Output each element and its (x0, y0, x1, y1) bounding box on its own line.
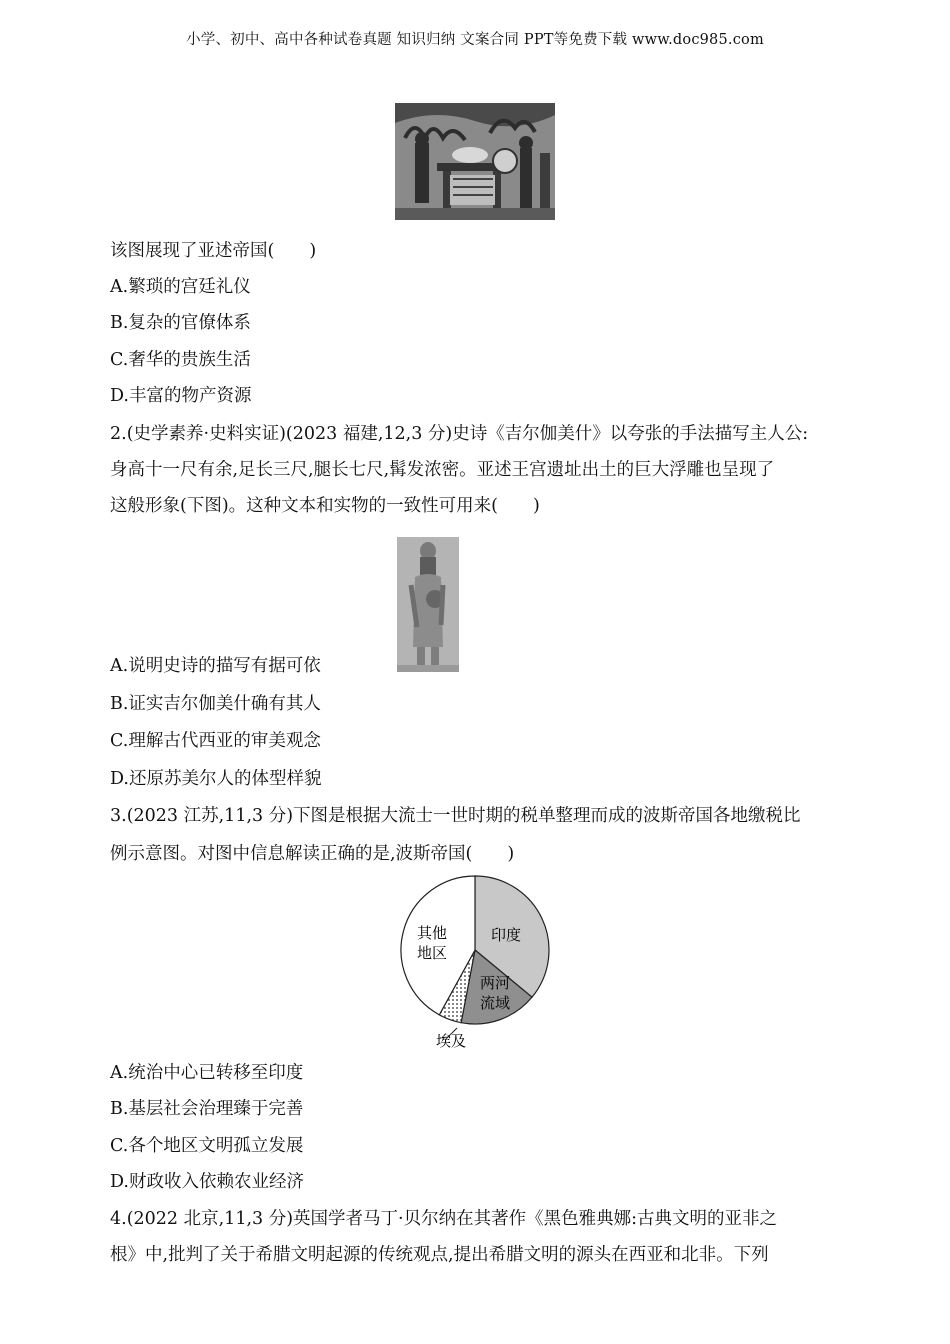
q2-option-b: B.证实吉尔伽美什确有其人 (110, 694, 321, 714)
q2-line-1: 2.(史学素养·史料实证)(2023 福建,12,3 分)史诗《吉尔伽美什》以夸张的手法描写主人公: (110, 424, 809, 444)
q1-option-a: A.繁琐的宫廷礼仪 (110, 277, 251, 297)
q1-stem: 该图展现了亚述帝国( ) (110, 241, 317, 261)
q2-option-d: D.还原苏美尔人的体型样貌 (110, 769, 322, 789)
q4-line-1: 4.(2022 北京,11,3 分)英国学者马丁·贝尔纳在其著作《黑色雅典娜:古典文明的亚非之 (110, 1209, 777, 1229)
pie-label-other-2: 地区 (416, 944, 448, 962)
q3-option-b: B.基层社会治理臻于完善 (110, 1099, 304, 1119)
q3-option-d: D.财政收入依赖农业经济 (110, 1172, 304, 1192)
pie-label-egypt: 埃及 (435, 1032, 467, 1050)
q4-line-2: 根》中,批判了关于希腊文明起源的传统观点,提出希腊文明的源头在西亚和北非。下列 (110, 1245, 769, 1265)
q2-option-c: C.理解古代西亚的审美观念 (110, 731, 321, 751)
assyrian-banquet-relief-image (395, 103, 555, 220)
q3-line-1: 3.(2023 江苏,11,3 分)下图是根据大流士一世时期的税单整理而成的波斯帝国各地缴税比 (110, 806, 801, 826)
tax-pie-chart (395, 870, 560, 1055)
gilgamesh-relief-image (397, 537, 459, 672)
q3-option-a: A.统治中心已转移至印度 (110, 1063, 304, 1083)
pie-label-other-1: 其他 (416, 924, 448, 942)
page-header: 小学、初中、高中各种试卷真题 知识归纳 文案合同 PPT等免费下载 www.doc985.com (186, 32, 764, 48)
q2-line-3: 这般形象(下图)。这种文本和实物的一致性可用来( ) (110, 496, 540, 516)
q2-line-2: 身高十一尺有余,足长三尺,腿长七尺,髯发浓密。亚述王宫遗址出土的巨大浮雕也呈现了 (110, 460, 775, 480)
q3-line-2: 例示意图。对图中信息解读正确的是,波斯帝国( ) (110, 844, 515, 864)
q1-option-d: D.丰富的物产资源 (110, 386, 252, 406)
pie-label-india: 印度 (490, 926, 522, 944)
q2-option-a: A.说明史诗的描写有据可依 (110, 656, 321, 676)
pie-label-meso-1: 两河 (479, 974, 511, 992)
q3-option-c: C.各个地区文明孤立发展 (110, 1136, 304, 1156)
q1-option-b: B.复杂的官僚体系 (110, 313, 251, 333)
pie-label-meso-2: 流域 (479, 994, 511, 1012)
q1-option-c: C.奢华的贵族生活 (110, 350, 251, 370)
